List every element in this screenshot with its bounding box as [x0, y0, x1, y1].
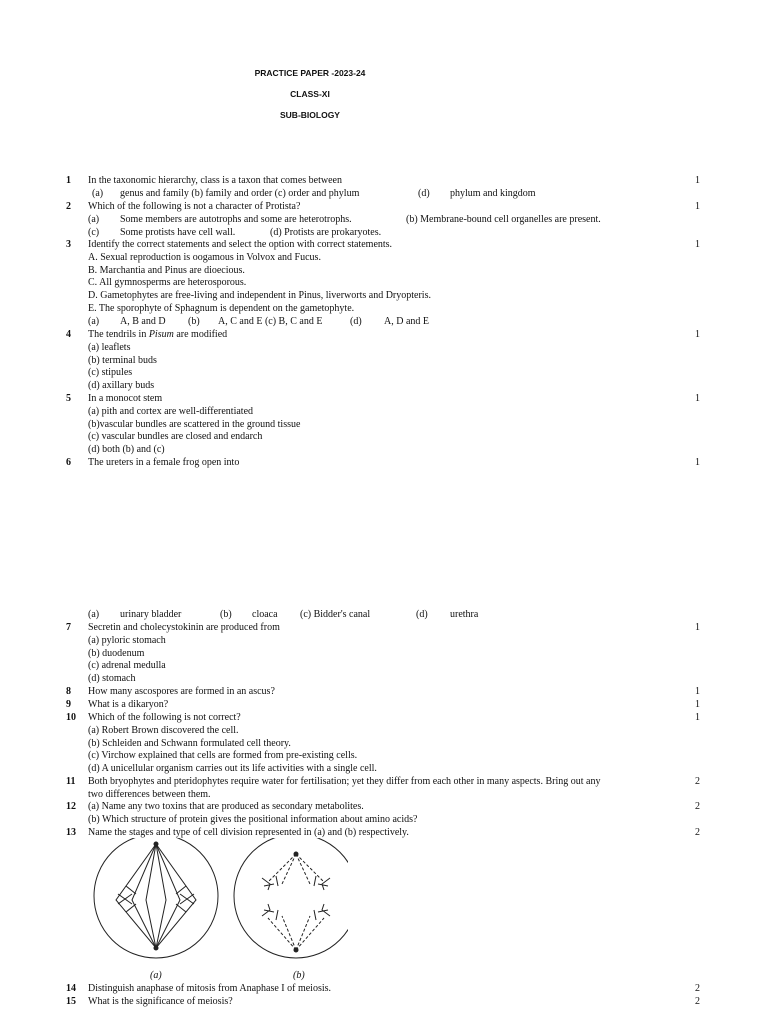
option-text: urinary bladder [120, 609, 182, 620]
option-label: (a) [88, 213, 100, 225]
option-text: (c) adrenal medulla [88, 660, 166, 672]
cell-outline-a [94, 838, 218, 958]
option-text: (c) stipules [88, 367, 133, 379]
question-text: What is a dikaryon? [88, 699, 169, 710]
question-number: 2 [66, 201, 71, 212]
option-text: (c) Virchow explained that cells are formed from pre-existing cells. [88, 750, 358, 762]
question-text: The ureters in a female frog open into [88, 457, 240, 468]
option-text: (c) vascular bundles are closed and endarch [88, 431, 263, 443]
statement: B. Marchantia and Pinus are dioecious. [88, 264, 245, 276]
question-text-cont: two differences between them. [88, 788, 211, 800]
question-number: 7 [66, 622, 71, 633]
option-text: (b) Schleiden and Schwann formulated cell theory. [88, 737, 291, 749]
question-marks: 2 [695, 996, 700, 1007]
question-marks: 1 [695, 686, 700, 697]
question-14 [66, 983, 716, 996]
question-number: 15 [66, 996, 76, 1007]
option-label: (d) [416, 609, 428, 620]
question-15 [66, 996, 716, 1009]
question-7 [66, 622, 716, 686]
question-marks: 2 [695, 983, 700, 994]
question-number: 14 [66, 983, 76, 994]
question-5 [66, 393, 716, 457]
subject-label: SUB-BIOLOGY [280, 110, 340, 120]
question-number: 3 [66, 239, 71, 250]
figure-label-a: (a) [150, 970, 162, 981]
option-text: A, D and E [384, 315, 429, 327]
question-number: 13 [66, 827, 76, 838]
option-text: (a) pyloric stomach [88, 634, 166, 646]
question-10 [66, 712, 716, 776]
question-6 [66, 457, 716, 470]
question-marks: 2 [695, 827, 700, 838]
option-text: (c) Bidder's canal [300, 609, 371, 620]
option-label: (a) [88, 609, 100, 620]
question-text: Both bryophytes and pteridophytes require water for fertilisation; yet they differ from each other in many aspects. Bring out any [88, 776, 601, 787]
option-text: (b)vascular bundles are scattered in the ground tissue [88, 418, 301, 430]
statement: A. Sexual reproduction is oogamous in Volvox and Fucus. [88, 251, 321, 263]
question-number: 11 [66, 776, 76, 787]
option-text: (d) Protists are prokaryotes. [270, 226, 382, 238]
question-8 [66, 686, 716, 699]
paper-title: PRACTICE PAPER -2023-24 [254, 68, 366, 78]
question-text: How many ascospores are formed in an ascus? [88, 686, 275, 697]
question-marks: 1 [695, 699, 700, 710]
question-marks: 1 [695, 239, 700, 250]
question-marks: 1 [695, 329, 700, 340]
statement: D. Gametophytes are free-living and independent in Pinus, liverworts and Dryopteris. [88, 290, 431, 302]
question-marks: 1 [695, 175, 700, 186]
question-marks: 1 [695, 712, 700, 723]
question-text: Name the stages and type of cell division represented in (a) and (b) respectively. [88, 827, 409, 838]
option-text: (b) terminal buds [88, 354, 157, 366]
option-text: (b) Membrane-bound cell organelles are present. [406, 213, 601, 225]
option-text: A, C and E (c) B, C and E [218, 315, 323, 327]
question-number: 12 [66, 801, 76, 812]
option-text: (d) axillary buds [88, 380, 155, 392]
question-11 [66, 776, 716, 802]
option-text: (a) Robert Brown discovered the cell. [88, 724, 239, 736]
question-text: Distinguish anaphase of mitosis from Anaphase I of meiosis. [88, 983, 332, 994]
question-marks: 1 [695, 457, 700, 468]
figure-a [94, 838, 218, 958]
question-marks: 2 [695, 776, 700, 787]
question-2 [66, 201, 716, 239]
question-number: 1 [66, 175, 71, 186]
option-text: Some members are autotrophs and some are heterotrophs. [120, 213, 352, 225]
question-marks: 1 [695, 201, 700, 212]
class-label: CLASS-XI [290, 89, 330, 99]
option-text: (d) stomach [88, 673, 136, 685]
cell-outline-b [234, 838, 348, 958]
option-text: phylum and kingdom [450, 187, 536, 199]
statement: C. All gymnosperms are heterosporous. [88, 277, 247, 289]
option-text: cloaca [252, 609, 278, 620]
option-label: (d) [418, 187, 430, 199]
question-text: The tendrils in Pisum are modified [88, 329, 228, 340]
option-text: urethra [450, 609, 479, 620]
question-marks: 1 [695, 622, 700, 633]
option-text: (d) both (b) and (c) [88, 444, 165, 456]
option-text: A, B and D [120, 315, 166, 327]
question-number: 10 [66, 712, 76, 723]
option-text: (a) leaflets [88, 341, 131, 353]
question-6-options [66, 609, 716, 622]
question-9 [66, 699, 716, 712]
question-marks: 2 [695, 801, 700, 812]
question-text: Secretin and cholecystokinin are produced from [88, 622, 280, 633]
option-label: (b) [220, 609, 232, 620]
option-text: (d) A unicellular organism carries out its life activities with a single cell. [88, 763, 377, 775]
question-number: 6 [66, 457, 71, 468]
question-3 [66, 239, 716, 329]
question-text: Identify the correct statements and select the option with correct statements. [88, 239, 393, 250]
statement: E. The sporophyte of Sphagnum is dependent on the gametophyte. [88, 302, 355, 314]
question-text: In the taxonomic hierarchy, class is a taxon that comes between [88, 175, 342, 186]
option-label: (a) [92, 187, 104, 199]
question-text: (a) Name any two toxins that are produced as secondary metabolites. [88, 801, 364, 812]
option-label: (b) [188, 315, 200, 327]
question-4 [66, 329, 716, 393]
option-text: (b) duodenum [88, 647, 145, 659]
question-text-cont: (b) Which structure of protein gives the positional information about amino acids? [88, 813, 418, 825]
option-label: (c) [88, 226, 100, 238]
figure-label-b: (b) [293, 970, 305, 981]
figure-b [234, 838, 348, 958]
question-1 [66, 175, 716, 201]
option-text: Some protists have cell wall. [120, 226, 236, 238]
question-number: 9 [66, 699, 71, 710]
option-text: genus and family (b) family and order (c) order and phylum [120, 187, 360, 199]
option-text: (a) pith and cortex are well-differentiated [88, 405, 254, 417]
question-text: What is the significance of meiosis? [88, 996, 233, 1007]
option-label: (a) [88, 315, 100, 327]
question-number: 8 [66, 686, 71, 697]
question-marks: 1 [695, 393, 700, 404]
question-text: Which of the following is not correct? [88, 712, 241, 723]
question-text: Which of the following is not a character of Protista? [88, 201, 301, 212]
cell-division-figure [88, 838, 348, 986]
question-12 [66, 801, 716, 827]
question-number: 5 [66, 393, 71, 404]
question-text: In a monocot stem [88, 393, 163, 404]
question-number: 4 [66, 329, 71, 340]
option-label: (d) [350, 315, 362, 327]
